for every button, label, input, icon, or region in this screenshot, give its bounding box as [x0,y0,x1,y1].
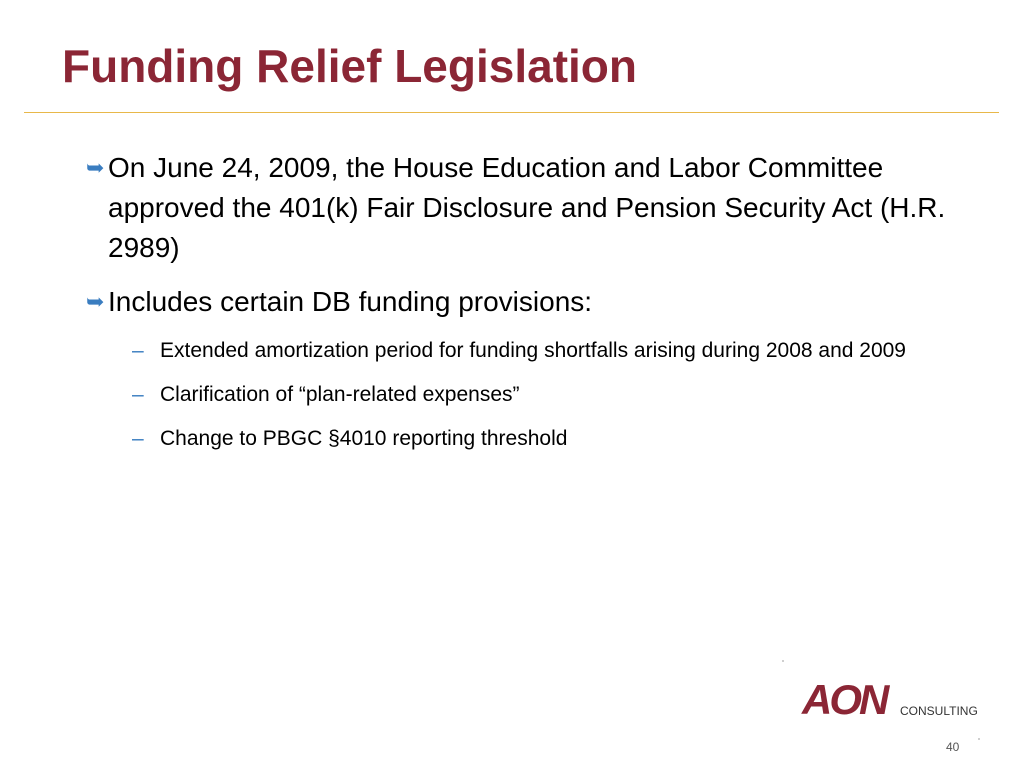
dash-bullet-icon: – [132,339,144,362]
sub-bullet-text: Clarification of “plan-related expenses” [160,383,520,406]
bullet-item [86,282,966,322]
bullet-text: On June 24, 2009, the House Education and Labor Committee approved the 401(k) Fair Disclosure and Pension Security Act (H.R. 2989) [108,152,946,263]
logo-mark: AON [802,676,887,723]
title-divider [24,112,999,113]
bullet-item [86,148,966,268]
decorative-dot [978,738,980,740]
sub-bullet-item [132,380,966,410]
company-logo [802,678,982,722]
logo-wordmark: CONSULTING [900,704,978,718]
page-number: 40 [946,740,960,754]
arrow-bullet-icon: ➥ [86,155,105,180]
sub-bullet-text: Change to PBGC §4010 reporting threshold [160,427,568,450]
bullet-text: Includes certain DB funding provisions: [108,286,593,317]
decorative-dot [782,660,784,662]
slide-body [86,148,966,468]
dash-bullet-icon: – [132,427,144,450]
sub-bullet-item [132,424,966,454]
page-title: Funding Relief Legislation [62,40,637,92]
dash-bullet-icon: – [132,383,144,406]
sub-bullet-text: Extended amortization period for funding shortfalls arising during 2008 and 2009 [160,339,906,362]
arrow-bullet-icon: ➥ [86,289,105,314]
sub-bullet-list [132,336,966,454]
sub-bullet-item [132,336,966,366]
